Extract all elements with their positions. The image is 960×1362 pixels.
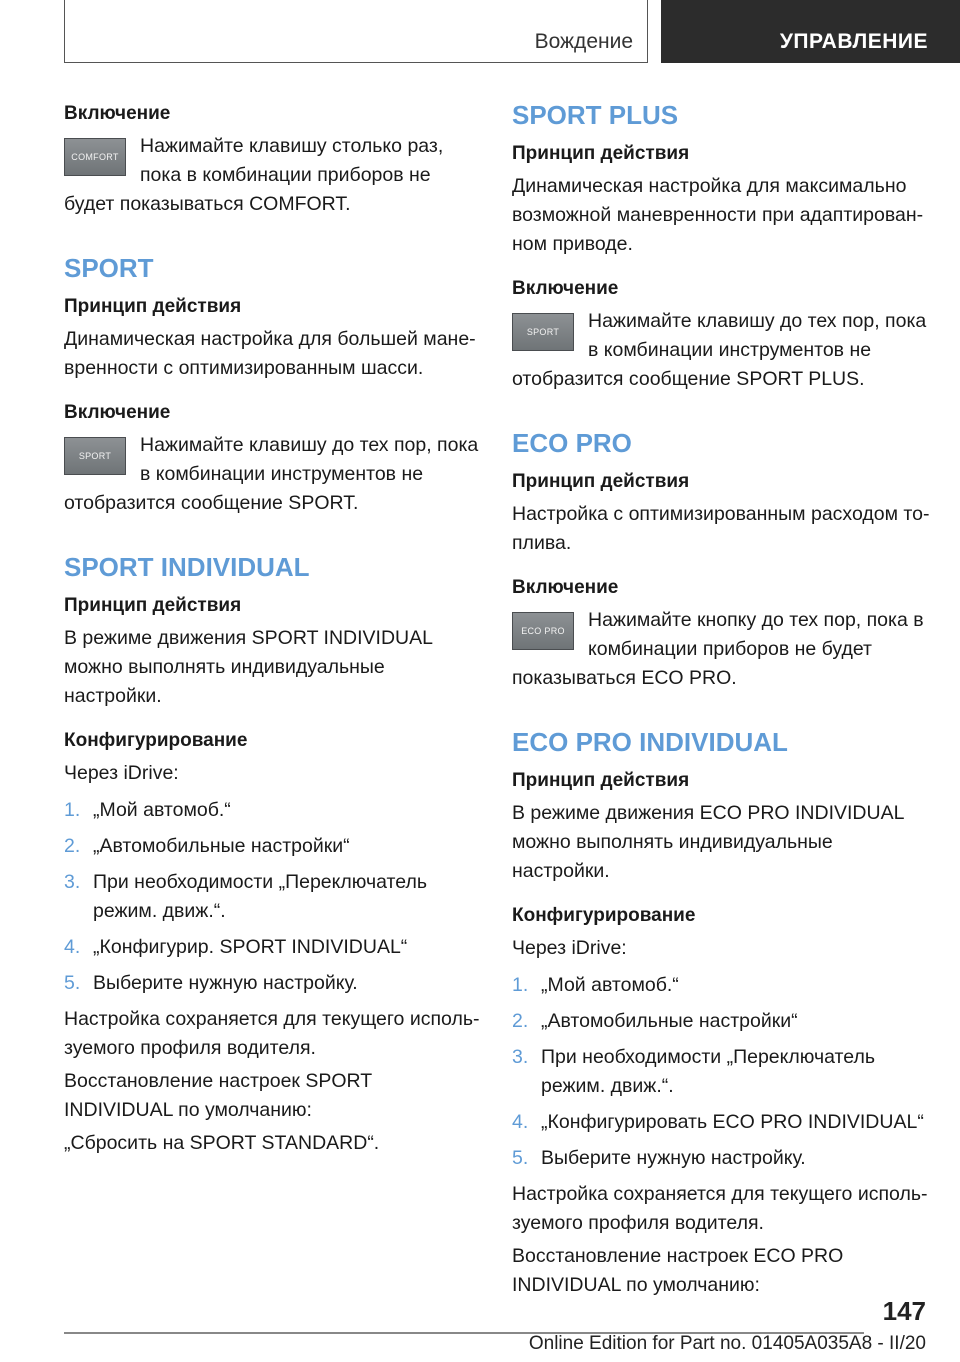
eco-pro-title: ECO PRO — [512, 428, 632, 458]
comfort-activation-text: Нажимайте клавишу столько раз, пока в комбинации приборов не будет показываться COMFORT. — [64, 135, 444, 215]
sport-activation — [64, 431, 482, 518]
sport-individual-restore-text: Восстановление настроек SPORT INDIVIDUAL по умолчанию: — [64, 1070, 372, 1121]
eco-pro-button-icon: ECO PRO — [512, 612, 574, 650]
sport-plus-activation-heading: Включение — [512, 278, 619, 299]
page-number: 147 — [882, 1296, 926, 1326]
list-item: 2. „Автомобильные настройки“ — [64, 835, 350, 857]
sport-individual-principle-text: В режиме движения SPORT INDIVIDUAL можно выполнять индивидуальные настройки. — [64, 627, 433, 707]
list-item: 1. „Мой автомоб.“ — [512, 974, 679, 996]
sport-title: SPORT — [64, 253, 154, 283]
sport-principle-text: Динамическая настройка для большей маневренности с оптимизированным шасси. — [64, 328, 476, 379]
eco-pro-activation — [512, 606, 930, 693]
comfort-activation — [64, 132, 482, 219]
sport-principle-heading: Принцип действия — [64, 296, 242, 317]
chapter-title: УПРАВЛЕНИЕ — [779, 30, 928, 53]
list-item: 5. Выберите нужную настройку. — [512, 1147, 806, 1169]
eco-pro-individual-saved-text: Настройка сохраняется для текущего используемого профиля водителя. — [512, 1183, 928, 1234]
eco-pro-individual-via: Через iDrive: — [512, 937, 627, 959]
sport-individual-via: Через iDrive: — [64, 762, 179, 784]
sport-individual-title: SPORT INDIVIDUAL — [64, 552, 310, 582]
list-item: 4. „Конфигурировать ECO PRO INDIVIDUAL“ — [512, 1111, 924, 1133]
sport-individual-config-heading: Конфигурирование — [64, 730, 248, 751]
eco-pro-activation-text: Нажимайте кнопку до тех пор, пока в комбинации приборов не будет показываться ECO PRO. — [512, 609, 924, 689]
list-item: 3. При необходимости „Переключатель режим. движ.“. — [512, 1046, 876, 1097]
eco-pro-principle-text: Настройка с оптимизированным расходом топлива. — [512, 503, 930, 554]
eco-pro-activation-heading: Включение — [512, 577, 619, 598]
eco-pro-principle-heading: Принцип действия — [512, 471, 690, 492]
eco-pro-individual-principle-heading: Принцип действия — [512, 770, 690, 791]
section-title: Вождение — [534, 30, 633, 53]
sport-plus-activation — [512, 307, 930, 394]
eco-pro-individual-principle-text: В режиме движения ECO PRO INDIVIDUAL можно выполнять индивидуальные настройки. — [512, 802, 904, 882]
list-item: 2. „Автомобильные настройки“ — [512, 1010, 798, 1032]
sport-plus-title: SPORT PLUS — [512, 100, 679, 130]
list-item: 5. Выберите нужную настройку. — [64, 972, 358, 994]
chapter-tab — [661, 0, 960, 63]
footer-edition: Online Edition for Part no. 01405A035A8 - II/20 — [528, 1333, 926, 1354]
left-column — [64, 100, 482, 1162]
sport-activation-text: Нажимайте клавишу до тех пор, пока в комбинации инструментов не отобразится сообщение SPORT. — [64, 434, 479, 514]
eco-pro-individual-restore-text: Восстановление настроек ECO PRO INDIVIDUAL по умолчанию: — [512, 1245, 844, 1296]
eco-pro-individual-title: ECO PRO INDIVIDUAL — [512, 727, 788, 757]
list-item: 3. При необходимости „Переключатель режим. движ.“. — [64, 871, 428, 922]
list-item: 4. „Конфигурир. SPORT INDIVIDUAL“ — [64, 936, 408, 958]
list-item: 1. „Мой автомоб.“ — [64, 799, 231, 821]
eco-pro-individual-steps — [512, 971, 930, 1173]
sport-individual-restore-option: „Сбросить на SPORT STANDARD“. — [64, 1132, 380, 1154]
sport-plus-activation-text: Нажимайте клавишу до тех пор, пока в комбинации инструментов не отобразится сообщение SPORT PLUS. — [512, 310, 927, 390]
sport-activation-heading: Включение — [64, 402, 171, 423]
sport-button-icon: SPORT — [512, 313, 574, 351]
running-header — [64, 0, 648, 63]
sport-individual-steps — [64, 796, 482, 998]
right-column — [512, 100, 930, 1304]
sport-individual-principle-heading: Принцип действия — [64, 595, 242, 616]
sport-plus-principle-text: Динамическая настройка для максимально возможной маневренности при адаптированном приводе. — [512, 175, 924, 255]
comfort-activation-heading: Включение — [64, 103, 171, 124]
eco-pro-individual-config-heading: Конфигурирование — [512, 905, 696, 926]
sport-plus-principle-heading: Принцип действия — [512, 143, 690, 164]
sport-button-icon: SPORT — [64, 437, 126, 475]
sport-individual-saved-text: Настройка сохраняется для текущего используемого профиля водителя. — [64, 1008, 480, 1059]
comfort-button-icon: COMFORT — [64, 138, 126, 176]
